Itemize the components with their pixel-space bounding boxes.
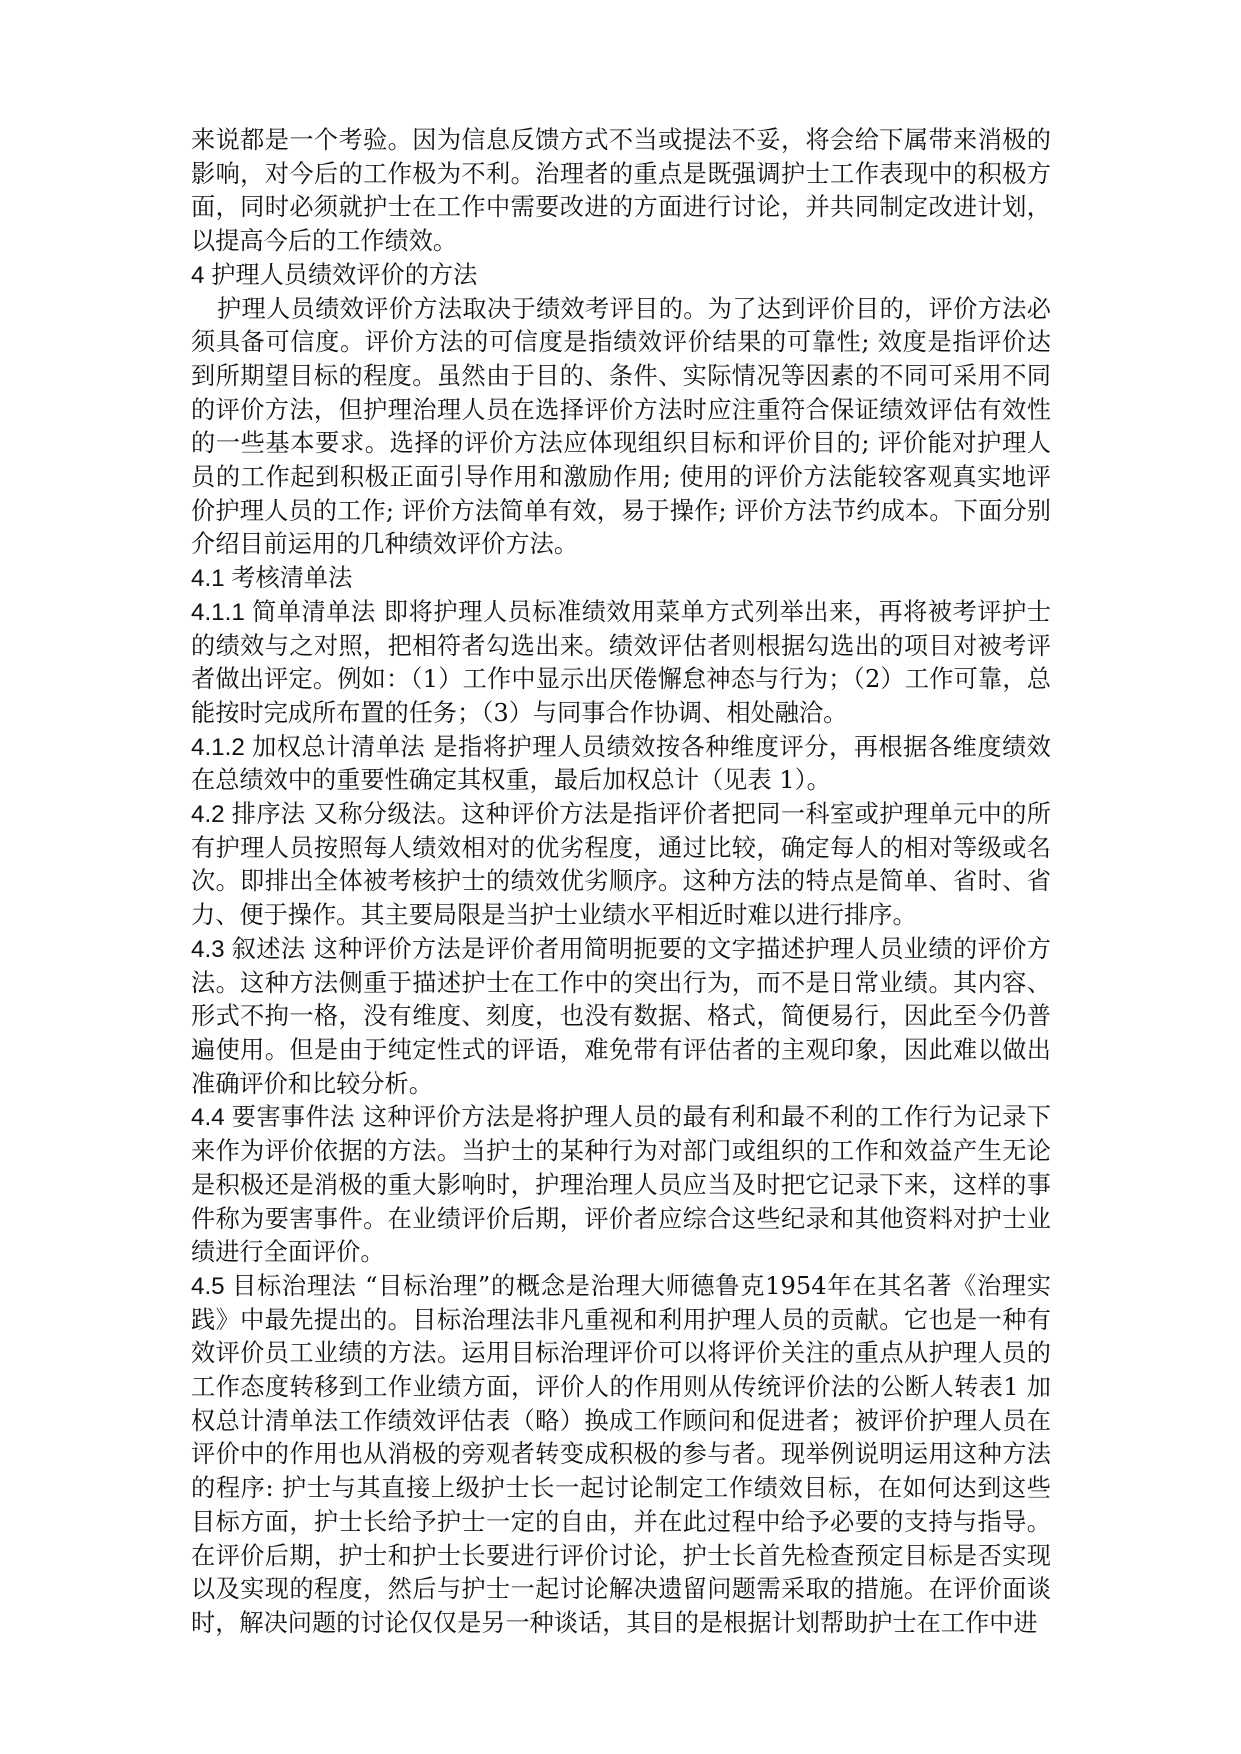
section-title: 护理人员绩效评价的方法 [211, 260, 478, 289]
section-title: 考核清单法 [231, 564, 353, 593]
section-number: 4.4 [191, 1104, 232, 1132]
paragraph-text: 目标治理法 “目标治理”的概念是治理大师德鲁克1954年在其名著《治理实践》中最先提出的。目标治理法非凡重视和利用护理人员的贡献。它也是一种有效评价员工业绩的方法。运用目标治理评价可以将评价关注的重点从护理人员的工作态度转移到工作业绩方面，评价人的作用则从传统评价法的公断人转表1 加权总计清单法工作绩效评估表（略）换成工作顾问和促进者；被评价护理人员在评价中的作用也从消极的旁观者转变成积极的参与者。现举例说明运用这种方法的程序: 护士与其直接上级护士长一起讨论制定工作绩效目标，在如何达到这些目标方面，护士长给予护士一定的自由，并在此过程中给予必要的支持与指导。在评价后期，护士和护士长要进行评价讨论，护士长首先检查预定目标是否实现以及实现的程度，然后与护士一起讨论解决遗留问题需采取的措施。在评价面谈时，解决问题的讨论仅仅是另一种谈话，其目的是根据计划帮助护士在工作中进 [191, 1271, 1051, 1637]
paragraph-4-2 [191, 798, 1051, 933]
paragraph-methods-intro [191, 293, 1051, 563]
paragraph-text: 加权总计清单法 是指将护理人员绩效按各种维度评分，再根据各维度绩效在总绩效中的重要性确定其权重，最后加权总计（见表 1）。 [191, 732, 1051, 795]
section-number: 4.1.1 [191, 598, 253, 626]
paragraph-text: 来说都是一个考验。因为信息反馈方式不当或提法不妥，将会给下属带来消极的影响，对今后的工作极为不利。治理者的重点是既强调护士工作表现中的积极方面，同时必须就护士在工作中需要改进的方面进行讨论，并共同制定改进计划，以提高今后的工作绩效。 [191, 126, 1051, 256]
paragraph-4-1-1 [191, 596, 1051, 731]
paragraph-4-3 [191, 933, 1051, 1102]
paragraph-text: 排序法 又称分级法。这种评价方法是指评价者把同一科室或护理单元中的所有护理人员按照每人绩效相对的优劣程度，通过比较，确定每人的相对等级或名次。即排出全体被考核护士的绩效优劣顺序。这种方法的特点是简单、省时、省力、便于操作。其主要局限是当护士业绩水平相近时难以进行排序。 [191, 800, 1051, 930]
paragraph-4-5 [191, 1270, 1051, 1641]
section-number: 4.1.2 [191, 733, 253, 761]
section-number: 4.1 [191, 565, 232, 593]
section-heading-4-1 [191, 562, 1051, 596]
paragraph-text: 护理人员绩效评价方法取决于绩效考评目的。为了达到评价目的，评价方法必须具备可信度。评价方法的可信度是指绩效评价结果的可靠性; 效度是指评价达到所期望目标的程度。虽然由于目的、条件、实际情况等因素的不同可采用不同的评价方法，但护理治理人员在选择评价方法时应注重符合保证绩效评估有效性的一些基本要求。选择的评价方法应体现组织目标和评价目的; 评价能对护理人员的工作起到积极正面引导作用和激励作用; 使用的评价方法能较客观真实地评价护理人员的工作; 评价方法简单有效，易于操作; 评价方法节约成本。下面分别介绍目前运用的几种绩效评价方法。 [191, 294, 1051, 559]
section-number: 4.3 [191, 935, 232, 963]
paragraph-4-4 [191, 1101, 1051, 1270]
paragraph-text: 要害事件法 这种评价方法是将护理人员的最有利和最不利的工作行为记录下来作为评价依据的方法。当护士的某种行为对部门或组织的工作和效益产生无论是积极还是消极的重大影响时，护理治理人员应当及时把它记录下来，这样的事件称为要害事件。在业绩评价后期，评价者应综合这些纪录和其他资料对护士业绩进行全面评价。 [191, 1103, 1051, 1267]
paragraph-text: 简单清单法 即将护理人员标准绩效用菜单方式列举出来，再将被考评护士的绩效与之对照，把相符者勾选出来。绩效评估者则根据勾选出的项目对被考评者做出评定。例如：（1）工作中显示出厌倦懈怠神态与行为；（2）工作可靠，总能按时完成所布置的任务；（3）与同事合作协调、相处融洽。 [191, 597, 1051, 727]
section-heading-4 [191, 259, 1051, 293]
section-number: 4.2 [191, 801, 232, 829]
paragraph-text: 叙述法 这种评价方法是评价者用简明扼要的文字描述护理人员业绩的评价方法。这种方法侧重于描述护士在工作中的突出行为，而不是日常业绩。其内容、形式不拘一格，没有维度、刻度，也没有数据、格式，简便易行，因此至今仍普遍使用。但是由于纯定性式的评语，难免带有评估者的主观印象，因此难以做出准确评价和比较分析。 [191, 934, 1051, 1098]
section-number: 4.5 [191, 1272, 233, 1300]
document-page [191, 124, 1051, 1641]
paragraph-continuation [191, 124, 1051, 259]
section-number: 4 [191, 261, 212, 289]
paragraph-4-1-2 [191, 731, 1051, 798]
